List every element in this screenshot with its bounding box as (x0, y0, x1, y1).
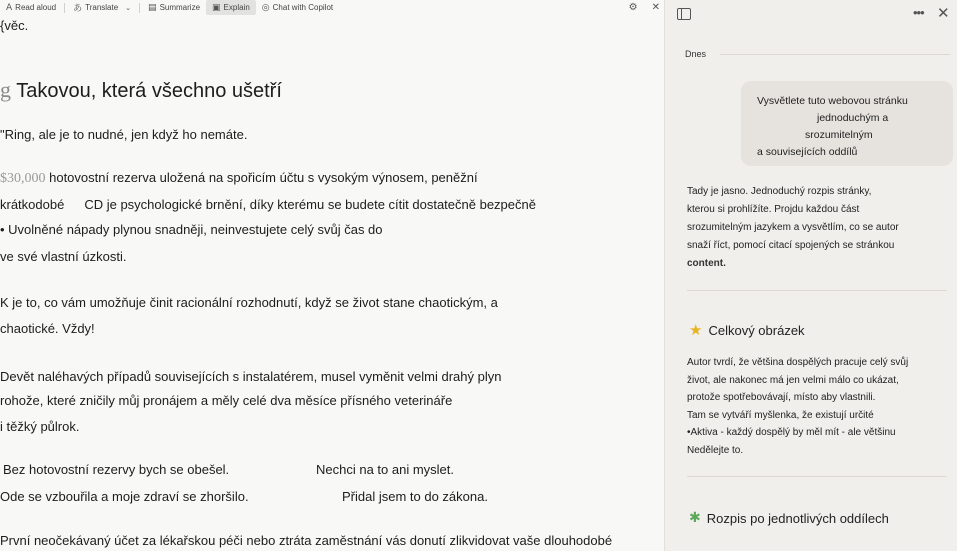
reader-toolbar (0, 0, 664, 15)
chevron-down-icon: ⌄ (125, 3, 132, 12)
copilot-icon: ◎ (261, 2, 270, 13)
close-reader-icon[interactable]: ✕ (651, 2, 660, 13)
paragraph-line: rohože, které zničily můj pronájem a měly celé dva měsíce přísného veterináře (0, 393, 453, 408)
heading-text: Takovou, která všechno ušetří (16, 80, 282, 102)
section-divider (687, 476, 947, 477)
explain-label: Explain (223, 3, 250, 12)
sidebar-toggle-icon[interactable] (677, 8, 691, 20)
read-aloud-icon: A (6, 2, 13, 13)
explain-button[interactable] (206, 0, 256, 15)
article-heading (0, 77, 282, 103)
paragraph-line: První neočekávaný účet za lékařskou péči nebo ztráta zaměstnání vás donutí zlikvidovat vaše dlouhodobé (0, 533, 613, 548)
paragraph-text: CD je psychologické brnění, díky kterému se budete cítit dostatečně bezpečně (84, 197, 536, 212)
paragraph-line: Bez hotovostní rezervy bych se obešel. (3, 462, 230, 477)
summarize-icon: ▤ (148, 2, 157, 13)
copilot-panel (664, 0, 957, 551)
section-line: Nedělejte to. (687, 444, 744, 456)
reply-line: Tady je jasno. Jednoduchý rozpis stránky, (687, 186, 872, 197)
section-title: Celkový obrázek (708, 322, 805, 338)
panel-header (665, 0, 957, 30)
translate-icon: あ (73, 4, 83, 14)
translate-label: Translate (85, 3, 119, 12)
paragraph-line: i těžký půlrok. (0, 419, 80, 434)
section-line: protože spotřebovávají, místo aby vlastnili. (687, 392, 876, 403)
section-heading-overview (689, 321, 805, 339)
heading-initial: g (0, 77, 11, 102)
paragraph-line: chaotické. Vždy! (0, 321, 95, 336)
amount-text: $30,000 (0, 171, 46, 186)
user-message-line: jednoduchým a (817, 112, 889, 124)
settings-icon[interactable]: ⚙ (628, 2, 638, 13)
section-heading-breakdown (689, 510, 889, 526)
date-label: Dnes (685, 49, 707, 59)
paragraph-line: Přidal jsem to do zákona. (342, 489, 488, 504)
paragraph-line: Nechci na to ani myslet. (316, 462, 455, 477)
section-divider (687, 290, 947, 291)
section-body-overview (687, 354, 951, 459)
puzzle-icon: ✱ (689, 510, 701, 526)
paragraph-line: • Uvolněné nápady plynou snadněji, neinvestujete celý svůj čas do (0, 222, 383, 237)
summarize-label: Summarize (159, 3, 201, 12)
read-aloud-label: Read aloud (15, 3, 57, 12)
translate-button[interactable] (67, 0, 137, 15)
paragraph-line: Devět naléhavých případů souvisejících s instalatérem, musel vyměnit velmi drahý plyn (0, 369, 502, 384)
chat-with-copilot-label: Chat with Copilot (272, 3, 334, 12)
section-title: Rozpis po jednotlivých oddílech (706, 510, 889, 526)
close-icon[interactable]: ✕ (937, 4, 950, 22)
paragraph-line (0, 197, 536, 213)
paragraph-line (0, 170, 478, 187)
section-line: Tam se vytváří myšlenka, že existují určité (687, 409, 874, 421)
copilot-reply (687, 183, 949, 273)
summarize-button[interactable] (142, 0, 206, 15)
section-line: •Aktiva - každý dospělý by měl mít - ale většinu (687, 427, 896, 438)
article-fragment: {věc. (0, 18, 29, 33)
date-separator (685, 49, 950, 59)
date-divider (720, 54, 950, 55)
paragraph-line: Ode se vzbouřila a moje zdraví se zhoršilo. (0, 489, 249, 504)
user-message-line: Vysvětlete tuto webovou stránku (757, 95, 908, 107)
more-options-icon[interactable]: ••• (913, 5, 924, 20)
user-message-line: srozumitelným (805, 129, 873, 141)
read-aloud-button[interactable] (0, 0, 62, 15)
explain-icon: ▣ (212, 2, 221, 13)
chat-with-copilot-button[interactable] (256, 0, 339, 15)
reply-line: srozumitelným jazykem a vysvětlím, co se autor (687, 222, 899, 233)
user-message-bubble (741, 81, 953, 166)
reply-line: content. (687, 258, 726, 269)
paragraph-text: krátkodobé (0, 197, 65, 212)
section-line: život, ale nakonec má jen velmi málo co ukázat, (687, 374, 899, 386)
star-icon: ★ (689, 321, 703, 339)
paragraph-line: K je to, co vám umožňuje činit racionální rozhodnutí, když se život stane chaotickým, a (0, 295, 498, 310)
paragraph-line: ve své vlastní úzkosti. (0, 249, 127, 264)
user-message-line: a souvisejících oddílů (757, 146, 858, 158)
reply-line: snaží říct, pomocí citací spojených se stránkou (687, 240, 895, 251)
reply-line: kterou si prohlížíte. Projdu každou část (687, 204, 860, 215)
paragraph-line: "Ring, ale je to nudné, jen když ho nemáte. (0, 127, 248, 142)
toolbar-divider (139, 3, 140, 13)
paragraph-text: hotovostní rezerva uložená na spořicím účtu s vysokým výnosem, peněžní (45, 170, 478, 185)
article-content (0, 15, 664, 551)
toolbar-divider (64, 3, 65, 13)
section-line: Autor tvrdí, že většina dospělých pracuje celý svůj (687, 357, 909, 368)
